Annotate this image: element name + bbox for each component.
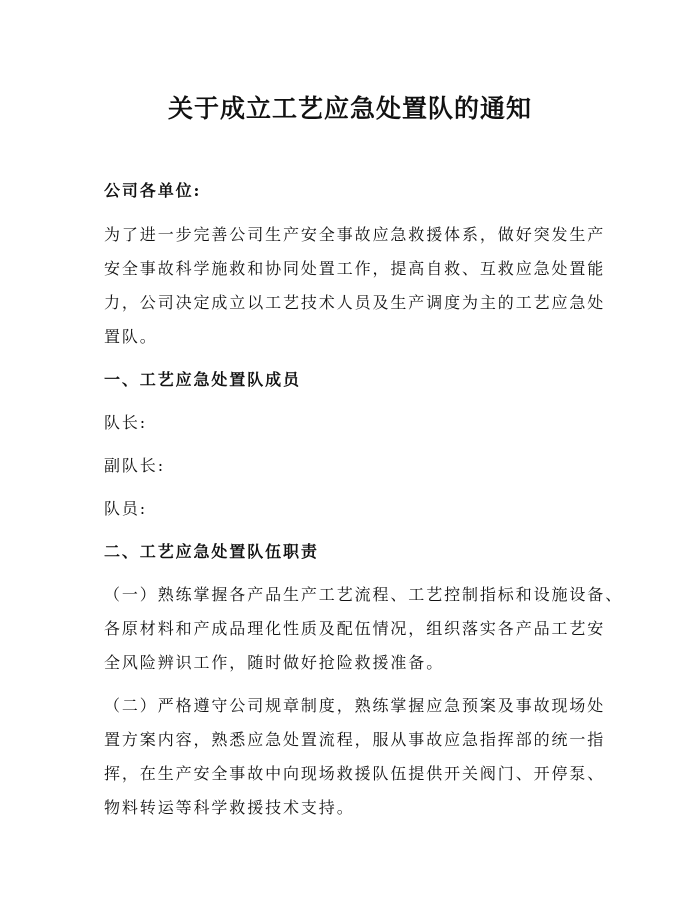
- section2-heading: 二、工艺应急处置队伍职责: [104, 542, 319, 561]
- members-label: 队员:: [104, 499, 148, 518]
- item2-line-2: 置方案内容，熟悉应急处置流程，服从事故应急指挥部的统一指: [104, 730, 606, 749]
- item2-line-4: 物料转运等科学救援技术支持。: [104, 798, 355, 817]
- item1-line-3: 全风险辨识工作，随时做好抢险救援准备。: [104, 653, 445, 672]
- section1-heading: 一、工艺应急处置队成员: [104, 370, 301, 389]
- intro-line-1: 为了进一步完善公司生产安全事故应急救援体系，做好突发生产: [104, 225, 606, 244]
- intro-line-2: 安全事故科学施救和协同处置工作，提高自救、互救应急处置能: [104, 259, 606, 278]
- vice-captain-label: 副队长:: [104, 456, 165, 475]
- intro-line-3: 力，公司决定成立以工艺技术人员及生产调度为主的工艺应急处: [104, 293, 606, 312]
- item2-line-1: （二）严格遵守公司规章制度，熟练掌握应急预案及事故现场处: [104, 696, 606, 715]
- item2-line-3: 挥，在生产安全事故中向现场救援队伍提供开关阀门、开停泵、: [104, 764, 606, 783]
- captain-label: 队长:: [104, 413, 148, 432]
- intro-line-4: 置队。: [104, 327, 158, 346]
- document-title: 关于成立工艺应急处置队的通知: [167, 94, 532, 123]
- item1-line-1: （一）熟练掌握各产品生产工艺流程、工艺控制指标和设施设备、: [104, 585, 624, 604]
- item1-line-2: 各原材料和产成品理化性质及配伍情况，组织落实各产品工艺安: [104, 619, 606, 638]
- salutation: 公司各单位:: [104, 181, 202, 200]
